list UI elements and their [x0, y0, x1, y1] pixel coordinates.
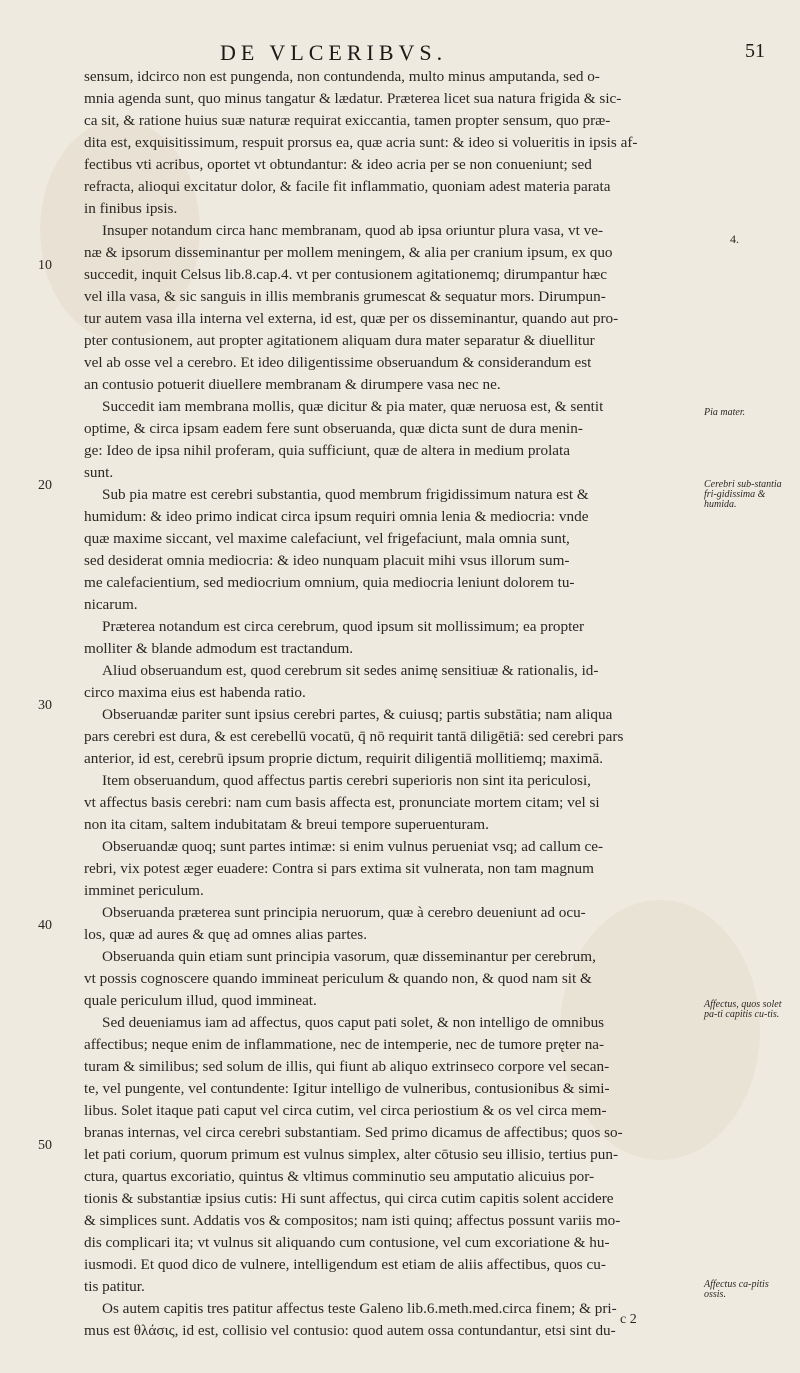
text-line: sed desiderat omnia mediocria: & ideo nunquam placuit mihi vsus illorum sum-	[84, 552, 570, 569]
text-line: Obseruandæ quoq; sunt partes intimæ: si enim vulnus perueniat vsq; ad callum ce-	[102, 838, 604, 855]
text-line: vt affectus basis cerebri: nam cum basis affecta est, pronunciate mortem citam; vel si	[84, 794, 600, 811]
text-line: molliter & blande admodum est tractandum.	[84, 640, 354, 657]
text-line: & simplices sunt. Addatis vos & compositos; nam isti quinq; affectus possunt variis mo-	[84, 1212, 621, 1229]
text-line: dis complicari ita; vt vulnus sit aliquando cum contusione, vel cum excoriatione & hu-	[84, 1234, 610, 1251]
text-line: branas internas, vel circa cerebri substantiam. Sed primo dicamus de affectibus; quos so-	[84, 1124, 623, 1141]
text-line: Item obseruandum, quod affectus partis cerebri superioris non sint ita periculosi,	[102, 772, 591, 789]
text-line: vel illa vasa, & sic sanguis in illis membranis grumescat & sequatur mors. Dirumpun-	[84, 288, 606, 305]
line-number: 20	[38, 478, 52, 493]
text-line: los, quæ ad aures & quę ad omnes alias partes.	[84, 926, 368, 943]
running-title: DE VLCERIBVS.	[220, 40, 448, 65]
text-line: Succedit iam membrana mollis, quæ dicitur & pia mater, quæ neruosa est, & sentit	[102, 398, 604, 415]
margin-note: Pia mater.	[704, 407, 746, 418]
text-line: non ita citam, saltem indubitatam & breui tempore superuenturam.	[84, 816, 489, 833]
text-line: fectibus vti acribus, oportet vt obtundantur: & ideo acria per se non conueniunt; sed	[84, 156, 592, 173]
text-line: me calefacientium, sed mediocrium omnium, quia mediocria leniunt dolorem tu-	[84, 574, 575, 591]
text-line: in finibus ipsis.	[84, 200, 178, 217]
text-line: sunt.	[84, 464, 114, 481]
text-line: Obseruanda præterea sunt principia neruorum, quæ à cerebro deueniunt ad ocu-	[102, 904, 586, 921]
text-line: quale periculum illud, quod immineat.	[84, 992, 317, 1009]
text-line: Aliud obseruandum est, quod cerebrum sit sedes animę sensitiuæ & rationalis, id-	[102, 662, 599, 679]
text-line: mus est θλάσις, id est, collisio vel contusio: quod autem ossa contundantur, etsi sint du-	[84, 1322, 616, 1339]
text-line: refracta, alioqui excitatur dolor, & facile fit inflammatio, quoniam adest materia parata	[84, 178, 611, 195]
text-line: ctura, quartus excoriatio, quintus & vltimus comminutio seu amputatio alicuius por-	[84, 1168, 595, 1185]
text-line: Obseruanda quin etiam sunt principia vasorum, quæ disseminantur per cerebrum,	[102, 948, 596, 965]
body-text	[84, 66, 696, 1342]
text-line: nicarum.	[84, 596, 138, 613]
text-line: vt possis cognoscere quando immineat periculum & quando non, & quod nam sit &	[84, 970, 592, 987]
text-line: affectibus; neque enim de inflammatione, nec de intemperie, nec de tumore pręter na-	[84, 1036, 605, 1053]
line-number: 50	[38, 1138, 52, 1153]
text-line: Os autem capitis tres patitur affectus teste Galeno lib.6.meth.med.circa finem; & pri-	[102, 1300, 617, 1317]
text-line: dita est, exquisitissimum, respuit prorsus ea, quæ acria sunt: & ideo si volueritis in ipsis af-	[84, 134, 638, 151]
text-line: sensum, idcirco non est pungenda, non contundenda, multo minus amputanda, sed o-	[84, 68, 600, 85]
text-line: rebri, vix potest æger euadere: Contra si pars extima sit vulnerata, non tam magnum	[84, 860, 594, 877]
text-line: te, vel pungente, vel contundente: Igitur intelligo de vulneribus, contusionibus & simi-	[84, 1080, 610, 1097]
text-line: iusmodi. Et quod dico de vulnere, intelligendum est etiam de aliis affectibus, quos cu-	[84, 1256, 606, 1273]
line-number: 40	[38, 918, 52, 933]
text-line: turam & similibus; sed solum de illis, qui fiunt ab aliquo extrinseco corpore vel secan-	[84, 1058, 610, 1075]
text-line: Sed deueniamus iam ad affectus, quos caput pati solet, & non intelligo de omnibus	[102, 1014, 605, 1031]
text-line: vel ab osse vel a cerebro. Et ideo diligentissime obseruandum & considerandum est	[84, 354, 592, 371]
text-line: libus. Solet itaque pati caput vel circa cutim, vel circa periostium & os vel circa mem-	[84, 1102, 607, 1119]
text-line: let pati corium, quorum primum est vulnus simplex, alter cōtusio seu illisio, tertius pun-	[84, 1146, 619, 1163]
margin-note: Cerebri sub-stantia fri-gidissima & humida.	[704, 479, 782, 510]
text-line: pter contusionem, aut propter agitationem aliquam dura mater separatur & diuellitur	[84, 332, 595, 349]
text-line: Præterea notandum est circa cerebrum, quod ipsum sit mollissimum; ea propter	[102, 618, 585, 635]
text-line: næ & ipsorum disseminantur per mollem meningem, & alia per cranium ipsum, ex quo	[84, 244, 613, 261]
margin-note: Affectus, quos solet pa-ti capitis cu-tis.	[704, 999, 782, 1020]
text-line: tis patitur.	[84, 1278, 145, 1295]
text-line: Obseruandæ pariter sunt ipsius cerebri partes, & cuiusq; partis substātia; nam aliqua	[102, 706, 613, 723]
line-number: 10	[38, 258, 52, 273]
text-line: imminet periculum.	[84, 882, 204, 899]
text-line: an contusio potuerit diuellere membranam & dirumpere vasa nec ne.	[84, 376, 501, 393]
text-line: Insuper notandum circa hanc membranam, quod ab ipsa oriuntur plura vasa, vt ve-	[102, 222, 604, 239]
text-line: optime, & circa ipsam eadem fere sunt obseruanda, quæ dicta sunt de dura menin-	[84, 420, 583, 437]
text-line: succedit, inquit Celsus lib.8.cap.4. vt per contusionem agitationemq; dirumpantur hæc	[84, 266, 608, 283]
text-line: quæ maxime siccant, vel maxime calefaciunt, vel frigefaciunt, mala omnia sunt,	[84, 530, 570, 547]
margin-note: Affectus ca-pitis ossis.	[704, 1279, 769, 1300]
text-line: tionis & substantiæ ipsius cutis: Hi sunt affectus, qui circa cutim capitis solent accidere	[84, 1190, 614, 1207]
text-line: ca sit, & ratione huius suæ naturæ requirat exiccantia, tamen propter sensum, quo præ-	[84, 112, 611, 129]
text-line: mnia agenda sunt, quo minus tangatur & lædatur. Præterea licet sua natura frigida & sic-	[84, 90, 622, 107]
text-line: Sub pia matre est cerebri substantia, quod membrum frigidissimum natura est &	[102, 486, 589, 503]
signature-mark: c 2	[620, 1312, 637, 1327]
text-line: pars cerebri est dura, & est cerebellū vocatū, q̄ nō requirit tantā diligētiā: sed cerebri pars	[84, 728, 624, 745]
margin-note: 4.	[730, 232, 739, 246]
text-line: circo maxima eius est habenda ratio.	[84, 684, 306, 701]
page-number: 51	[745, 40, 765, 62]
text-line: anterior, id est, cerebrū ipsum proprie dictum, requirit diligentiā mollitiemq; maximā.	[84, 750, 604, 767]
text-line: tur autem vasa illa interna vel externa, id est, quæ per os disseminantur, quando aut pro-	[84, 310, 619, 327]
text-line: ge: Ideo de ipsa nihil proferam, quia sufficiunt, quæ de altera in medium prolata	[84, 442, 570, 459]
line-number: 30	[38, 698, 52, 713]
text-line: humidum: & ideo primo indicat circa ipsum requiri omnia lenia & mediocria: vnde	[84, 508, 589, 525]
